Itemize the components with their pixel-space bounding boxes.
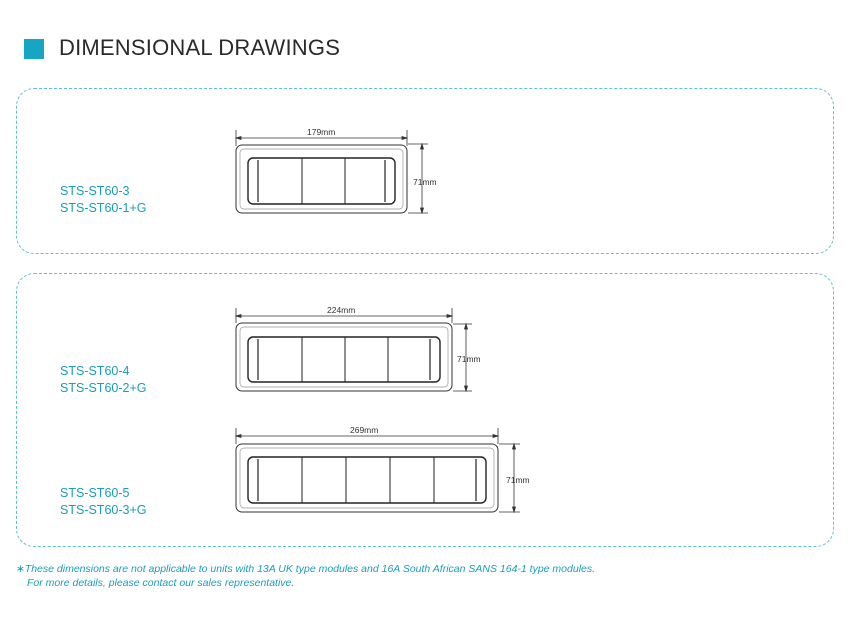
model-name: STS-ST60-4 <box>60 364 130 378</box>
width-dimension-label: 269mm <box>350 425 379 435</box>
width-dimension-label: 179mm <box>307 127 336 137</box>
footnote-line-1: ∗These dimensions are not applicable to units with 13A UK type modules and 16A South African SANS 164-1 type modules. <box>16 563 596 575</box>
model-name: STS-ST60-5 <box>60 486 130 500</box>
model-name: STS-ST60-1+G <box>60 201 147 215</box>
footnote-line-2: For more details, please contact our sales representative. <box>27 577 295 589</box>
page-title: DIMENSIONAL DRAWINGS <box>59 35 341 60</box>
model-name: STS-ST60-3 <box>60 184 130 198</box>
height-dimension-label: 71mm <box>457 354 481 364</box>
height-dimension-label: 71mm <box>506 475 530 485</box>
model-name: STS-ST60-3+G <box>60 503 147 517</box>
height-dimension-label: 71mm <box>413 177 437 187</box>
model-name: STS-ST60-2+G <box>60 381 147 395</box>
width-dimension-label: 224mm <box>327 305 356 315</box>
